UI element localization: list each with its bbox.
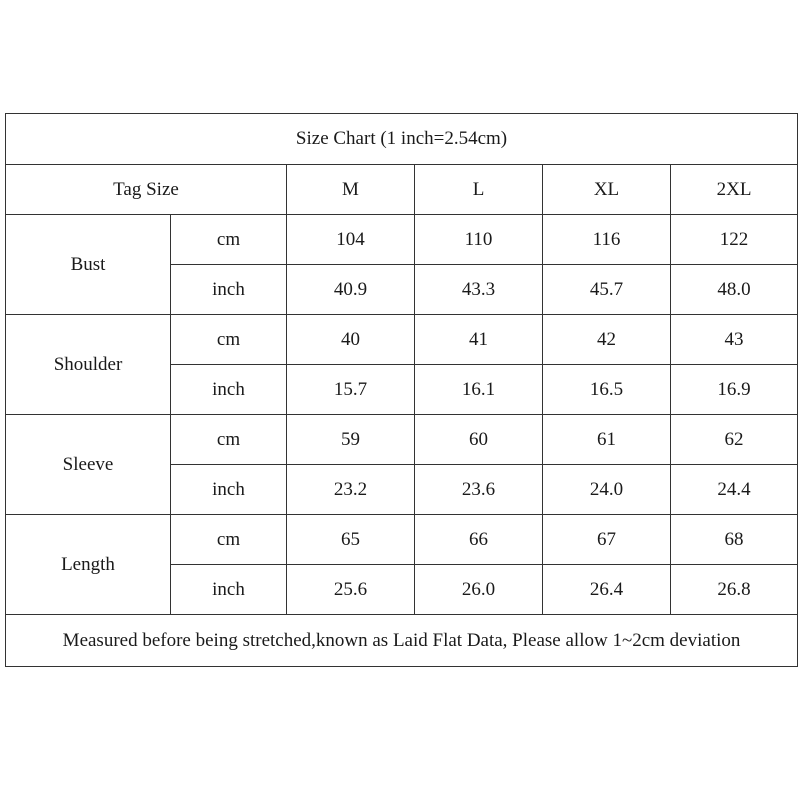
measurement-label-length: Length <box>6 515 171 615</box>
table-row <box>6 215 798 265</box>
table-title: Size Chart (1 inch=2.54cm) <box>6 114 798 165</box>
table-cell: 24.0 <box>543 465 671 515</box>
table-cell: 116 <box>543 215 671 265</box>
measurement-label-bust: Bust <box>6 215 171 315</box>
size-chart-table <box>5 113 798 667</box>
measurement-label-shoulder: Shoulder <box>6 315 171 415</box>
table-cell: 23.6 <box>415 465 543 515</box>
note-row <box>6 615 798 667</box>
table-cell: 16.9 <box>671 365 798 415</box>
header-row <box>6 165 798 215</box>
table-cell: 48.0 <box>671 265 798 315</box>
table-cell: 16.5 <box>543 365 671 415</box>
table-cell: 43.3 <box>415 265 543 315</box>
table-cell: 59 <box>287 415 415 465</box>
table-cell: 25.6 <box>287 565 415 615</box>
table-cell: 68 <box>671 515 798 565</box>
table-row <box>6 415 798 465</box>
table-cell: 60 <box>415 415 543 465</box>
table-row <box>6 515 798 565</box>
table-cell: 104 <box>287 215 415 265</box>
table-cell: 61 <box>543 415 671 465</box>
table-cell: 67 <box>543 515 671 565</box>
unit-label-inch: inch <box>171 365 287 415</box>
table-cell: 24.4 <box>671 465 798 515</box>
measurement-note: Measured before being stretched,known as Laid Flat Data, Please allow 1~2cm deviation <box>6 615 798 667</box>
table-cell: 16.1 <box>415 365 543 415</box>
table-cell: 15.7 <box>287 365 415 415</box>
size-header-2xl: 2XL <box>671 165 798 215</box>
measurement-label-sleeve: Sleeve <box>6 415 171 515</box>
size-header-m: M <box>287 165 415 215</box>
table-cell: 42 <box>543 315 671 365</box>
table-cell: 43 <box>671 315 798 365</box>
table-cell: 122 <box>671 215 798 265</box>
table-cell: 66 <box>415 515 543 565</box>
title-row <box>6 114 798 165</box>
table-cell: 65 <box>287 515 415 565</box>
unit-label-cm: cm <box>171 215 287 265</box>
table-cell: 26.8 <box>671 565 798 615</box>
table-row <box>6 315 798 365</box>
table-cell: 23.2 <box>287 465 415 515</box>
table-cell: 62 <box>671 415 798 465</box>
tag-size-label: Tag Size <box>6 165 287 215</box>
unit-label-cm: cm <box>171 415 287 465</box>
size-header-l: L <box>415 165 543 215</box>
table-cell: 40 <box>287 315 415 365</box>
unit-label-cm: cm <box>171 315 287 365</box>
table-cell: 26.0 <box>415 565 543 615</box>
unit-label-cm: cm <box>171 515 287 565</box>
table-cell: 45.7 <box>543 265 671 315</box>
table-cell: 41 <box>415 315 543 365</box>
table-cell: 40.9 <box>287 265 415 315</box>
table-cell: 26.4 <box>543 565 671 615</box>
unit-label-inch: inch <box>171 565 287 615</box>
table-cell: 110 <box>415 215 543 265</box>
unit-label-inch: inch <box>171 265 287 315</box>
unit-label-inch: inch <box>171 465 287 515</box>
size-header-xl: XL <box>543 165 671 215</box>
